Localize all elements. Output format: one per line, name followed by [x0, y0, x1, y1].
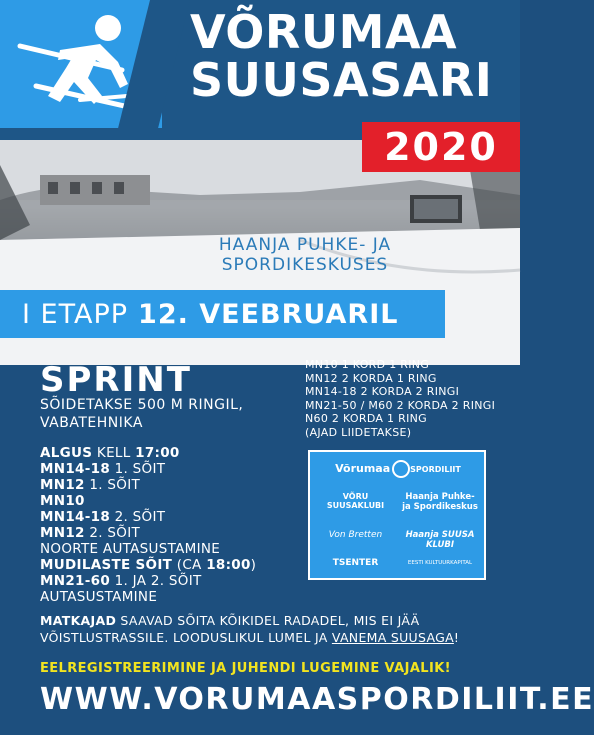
sponsor-von-bretten: Von Bretten: [328, 530, 383, 540]
sponsor-main-text: Võrumaa: [335, 462, 391, 475]
row-text: 1. JA 2. SÕIT: [110, 573, 202, 589]
stage-prefix: I ETAPP: [22, 298, 129, 330]
row-text: 1. SÕIT: [110, 461, 166, 477]
row-class: MUDILASTE SÕIT: [40, 557, 173, 573]
note-text1: SAAVAD SÕITA KÕIKIDEL RADADEL, MIS EI JÄÄ VÕISTLUSTRASSILE. LOODUSLIKUL LUMEL JA: [40, 613, 420, 645]
row-class: MN14-18: [40, 461, 111, 477]
row-text: 2. SÕIT: [84, 525, 141, 541]
sponsor-s2b: ja Spordikeskus: [402, 502, 478, 512]
sponsor-voru-spordiliit: [318, 460, 478, 478]
schedule: [40, 445, 256, 605]
class-item: MN14-18 2 KORDA 2 RINGI: [305, 385, 460, 398]
caption-line1: HAANJA PUHKE- JA: [218, 235, 392, 255]
schedule-row: [40, 557, 256, 573]
page-title: [190, 5, 515, 107]
row-class: MN12: [40, 477, 85, 493]
registration-notice: EELREGISTREERIMINE JA JUHENDI LUGEMINE VAJALIK!: [40, 661, 452, 676]
sponsor-haanja-keskus: [400, 492, 480, 512]
schedule-row: [40, 573, 256, 589]
class-list: [305, 358, 495, 439]
title-line2: SUUSASARI: [190, 53, 493, 107]
row-text: (CA: [172, 557, 207, 573]
row-text: NOORTE AUTASUSTAMINE: [40, 541, 221, 557]
row-class: MN12: [40, 525, 85, 541]
class-item: MN10 1 KORD 1 RING: [305, 358, 430, 371]
class-item: (AJAD LIIDETAKSE): [305, 425, 412, 439]
row-class: MN14-18: [40, 509, 111, 525]
sprint-desc-line2: VABATEHNIKA: [40, 415, 143, 431]
schedule-row: [40, 477, 256, 493]
stage-date: 12. VEEBRUARIL: [138, 298, 399, 330]
note-bold: MATKAJAD: [40, 613, 117, 628]
start-time: 17:00: [135, 445, 180, 461]
sprint-title: SPRINT: [40, 360, 192, 400]
class-item: MN21-50 / M60 2 KORDA 2 RINGI: [305, 398, 496, 412]
start-label: ALGUS: [40, 445, 93, 461]
title-line1: VÕRUMAA: [190, 5, 458, 59]
sponsor-voru-suusaklubi: [318, 492, 393, 510]
sprint-description: [40, 396, 243, 432]
schedule-row: [40, 461, 256, 477]
stage-banner: [0, 290, 445, 338]
sprint-desc-line1: SÕIDETAKSE 500 M RINGIL,: [40, 397, 244, 413]
sponsor-haanja-suusaklubi: Haanja SUUSA KLUBI: [405, 530, 475, 550]
schedule-start: [40, 445, 256, 461]
row-text: ): [250, 557, 257, 573]
hikers-note: [40, 612, 500, 646]
schedule-row: [40, 509, 256, 525]
caption-line2: SPORDIKESKUSES: [221, 255, 389, 275]
sponsor-s1b: SUUSAKLUBI: [326, 501, 385, 510]
row-text: AUTASUSTAMINE: [40, 589, 158, 605]
class-item: N60 2 KORDA 1 RING: [305, 412, 427, 425]
row-class: MN21-60: [40, 573, 111, 589]
row-text: 2. SÕIT: [110, 509, 166, 525]
ring-icon: [392, 460, 410, 478]
row-time: 18:00: [206, 557, 251, 573]
year-badge: 2020: [362, 122, 520, 172]
note-underline: VANEMA SUUSAGA: [331, 630, 454, 645]
schedule-row: [40, 541, 256, 557]
photo-caption: [190, 235, 420, 275]
start-kell: KELL: [92, 445, 136, 461]
sponsor-main-text2: SPORDILIIT: [410, 465, 461, 474]
row-text: 1. SÕIT: [84, 477, 141, 493]
sponsor-kulkap: EESTI KULTUURKAPITAL: [407, 560, 473, 566]
website-link[interactable]: WWW.VORUMAASPORDILIIT.EE: [40, 682, 594, 717]
schedule-row: [40, 589, 256, 605]
sponsor-s2a: Haanja Puhke-: [405, 492, 475, 502]
schedule-row: [40, 493, 256, 509]
sponsor-s1a: VÕRU: [342, 492, 369, 501]
schedule-row: [40, 525, 256, 541]
note-text2: !: [453, 630, 460, 645]
sponsor-box: [308, 450, 486, 580]
row-class: MN10: [40, 493, 85, 509]
class-item: MN12 2 KORDA 1 RING: [305, 371, 437, 385]
sponsor-tsenter: TSENTER: [332, 558, 379, 568]
